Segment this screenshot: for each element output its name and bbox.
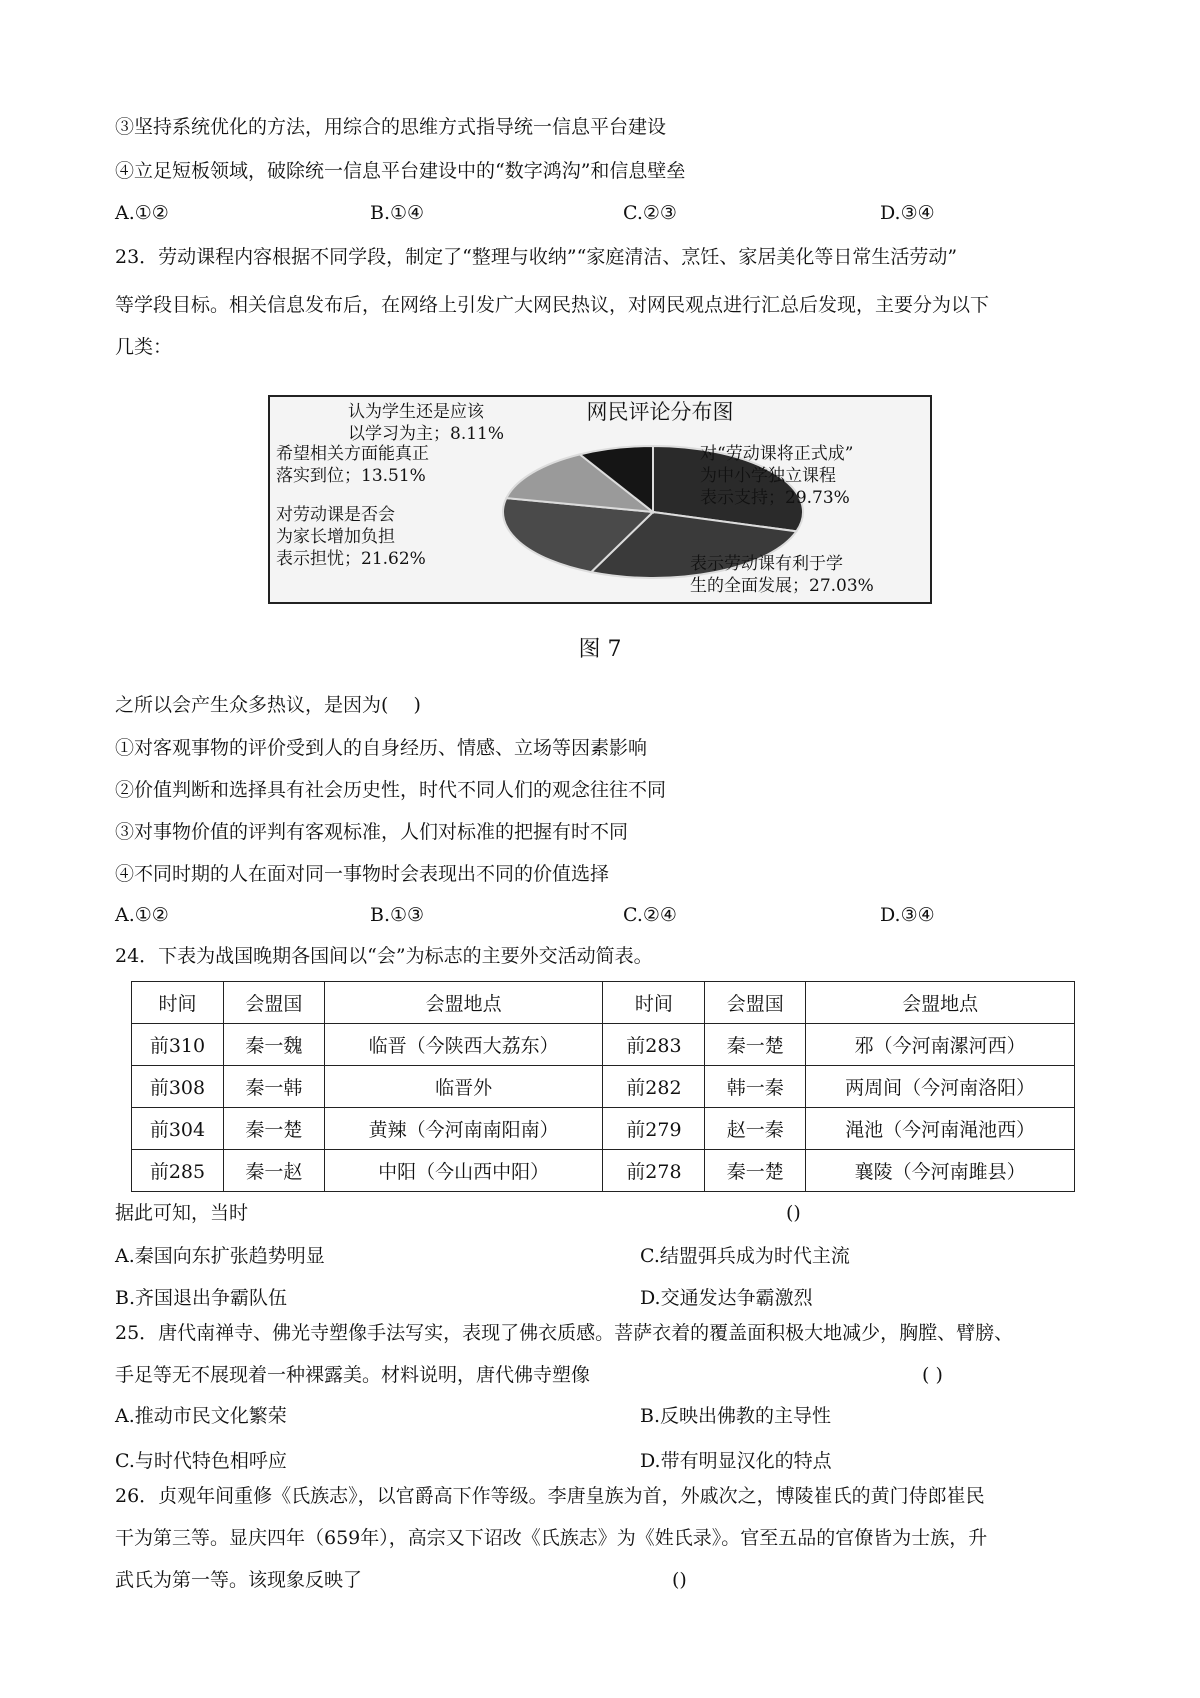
q23-statement-3: ③对事物价值的评判有客观标准，人们对标准的把握有时不同 (115, 821, 629, 843)
table-cell: 前278 (603, 1150, 705, 1192)
table-cell: 两周间（今河南洛阳） (806, 1066, 1075, 1108)
q24-stem: 24．下表为战国晚期各国间以“会”为标志的主要外交活动简表。 (115, 945, 653, 967)
q23-stem-line-1: 23．劳动课程内容根据不同学段，制定了“整理与收纳”“家庭清洁、烹饪、家居美化等日常生活劳动” (115, 246, 958, 268)
q24-question: 据此可知，当时 (115, 1202, 249, 1224)
q23-statement-1: ①对客观事物的评价受到人的自身经历、情感、立场等因素影响 (115, 737, 648, 759)
table-header: 会盟国 (705, 982, 806, 1024)
q25-option-c[interactable]: C.与时代特色相呼应 (115, 1450, 287, 1472)
chart-title: 网民评论分布图 (586, 400, 734, 424)
q23-option-a[interactable]: A.①② (115, 904, 169, 926)
table-cell: 前279 (603, 1108, 705, 1150)
q23-statement-2: ②价值判断和选择具有社会历史性，时代不同人们的观念往往不同 (115, 779, 667, 801)
table-cell: 秦一楚 (223, 1108, 324, 1150)
q26-stem-line-2: 干为第三等。显庆四年（659年），高宗又下诏改《氏族志》为《姓氏录》。官至五品的官僚皆为士族，升 (115, 1527, 988, 1549)
alliance-table (131, 981, 1075, 1192)
q25-answer-paren: ( ) (922, 1364, 943, 1386)
figure-caption: 图 7 (578, 637, 622, 662)
q23-question: 之所以会产生众多热议，是因为( ) (115, 694, 421, 716)
table-header-row (132, 982, 1075, 1024)
table-cell: 前285 (132, 1150, 224, 1192)
pie-slice-label: 希望相关方面能真正落实到位；13.51% (276, 444, 429, 486)
table-cell: 韩一秦 (705, 1066, 806, 1108)
pie-chart (270, 397, 930, 602)
q23-stem-line-3: 几类： (115, 336, 173, 358)
q22-option-b[interactable]: B.①④ (370, 202, 425, 224)
table-cell: 襄陵（今河南雎县） (806, 1150, 1075, 1192)
table-header: 时间 (603, 982, 705, 1024)
table-cell: 临晋外 (324, 1066, 603, 1108)
table-cell: 秦一楚 (705, 1024, 806, 1066)
q23-option-d[interactable]: D.③④ (880, 904, 935, 926)
q25-option-d[interactable]: D.带有明显汉化的特点 (640, 1450, 832, 1472)
q23-statement-4: ④不同时期的人在面对同一事物时会表现出不同的价值选择 (115, 863, 610, 885)
q24-answer-paren: () (786, 1202, 801, 1224)
table-row (132, 1066, 1075, 1108)
pie-slice-label: 表示劳动课有利于学生的全面发展；27.03% (690, 554, 874, 596)
table-header: 会盟国 (223, 982, 324, 1024)
table-cell: 秦一楚 (705, 1150, 806, 1192)
q25-stem-line-2: 手足等无不展现着一种裸露美。材料说明，唐代佛寺塑像 (115, 1364, 591, 1386)
q26-answer-paren: () (672, 1569, 687, 1591)
table-cell: 临晋（今陕西大荔东） (324, 1024, 603, 1066)
table-row (132, 1150, 1075, 1192)
q23-option-b[interactable]: B.①③ (370, 904, 425, 926)
table-row (132, 1108, 1075, 1150)
table-cell: 赵一秦 (705, 1108, 806, 1150)
table-cell: 中阳（今山西中阳） (324, 1150, 603, 1192)
q22-option-c[interactable]: C.②③ (623, 202, 677, 224)
pie-slice-label: 对劳动课是否会为家长增加负担表示担忧；21.62% (276, 505, 426, 569)
table-cell: 前310 (132, 1024, 224, 1066)
q22-statement-3: ③坚持系统优化的方法，用综合的思维方式指导统一信息平台建设 (115, 116, 667, 138)
q23-option-c[interactable]: C.②④ (623, 904, 677, 926)
q22-option-d[interactable]: D.③④ (880, 202, 935, 224)
table-cell: 前304 (132, 1108, 224, 1150)
table-cell: 前282 (603, 1066, 705, 1108)
q25-option-b[interactable]: B.反映出佛教的主导性 (640, 1405, 832, 1427)
table-cell: 前308 (132, 1066, 224, 1108)
q25-option-a[interactable]: A.推动市民文化繁荣 (115, 1405, 287, 1427)
table-cell: 秦一魏 (223, 1024, 324, 1066)
table-header: 会盟地点 (806, 982, 1075, 1024)
table-cell: 秦一韩 (223, 1066, 324, 1108)
q23-stem-line-2: 等学段目标。相关信息发布后，在网络上引发广大网民热议，对网民观点进行汇总后发现，主要分为以下 (115, 294, 990, 316)
q22-option-a[interactable]: A.①② (115, 202, 169, 224)
table-cell: 前283 (603, 1024, 705, 1066)
table-header: 时间 (132, 982, 224, 1024)
q24-option-b[interactable]: B.齐国退出争霸队伍 (115, 1287, 288, 1309)
table-cell: 渑池（今河南渑池西） (806, 1108, 1075, 1150)
pie-slice-label: 对“劳动课将正式成”为中小学独立课程表示支持；29.73% (700, 444, 854, 508)
q24-option-c[interactable]: C.结盟弭兵成为时代主流 (640, 1245, 850, 1267)
table-header: 会盟地点 (324, 982, 603, 1024)
table-cell: 秦一赵 (223, 1150, 324, 1192)
q26-stem-line-1: 26．贞观年间重修《氏族志》，以官爵高下作等级。李唐皇族为首，外戚次之，博陵崔氏的黄门侍郎崔民 (115, 1485, 985, 1507)
table-row (132, 1024, 1075, 1066)
pie-chart-figure (268, 395, 932, 604)
table-cell: 黄辣（今河南南阳南） (324, 1108, 603, 1150)
q24-option-d[interactable]: D.交通发达争霸激烈 (640, 1287, 813, 1309)
table-cell: 邪（今河南漯河西） (806, 1024, 1075, 1066)
q26-stem-line-3: 武氏为第一等。该现象反映了 (115, 1569, 363, 1591)
q25-stem-line-1: 25．唐代南禅寺、佛光寺塑像手法写实，表现了佛衣质感。菩萨衣着的覆盖面积极大地减少，胸膛、臂膀、 (115, 1322, 1014, 1344)
pie-slice-label: 认为学生还是应该以学习为主；8.11% (348, 402, 505, 444)
q24-option-a[interactable]: A.秦国向东扩张趋势明显 (115, 1245, 325, 1267)
q22-statement-4: ④立足短板领域，破除统一信息平台建设中的“数字鸿沟”和信息壁垒 (115, 160, 686, 182)
